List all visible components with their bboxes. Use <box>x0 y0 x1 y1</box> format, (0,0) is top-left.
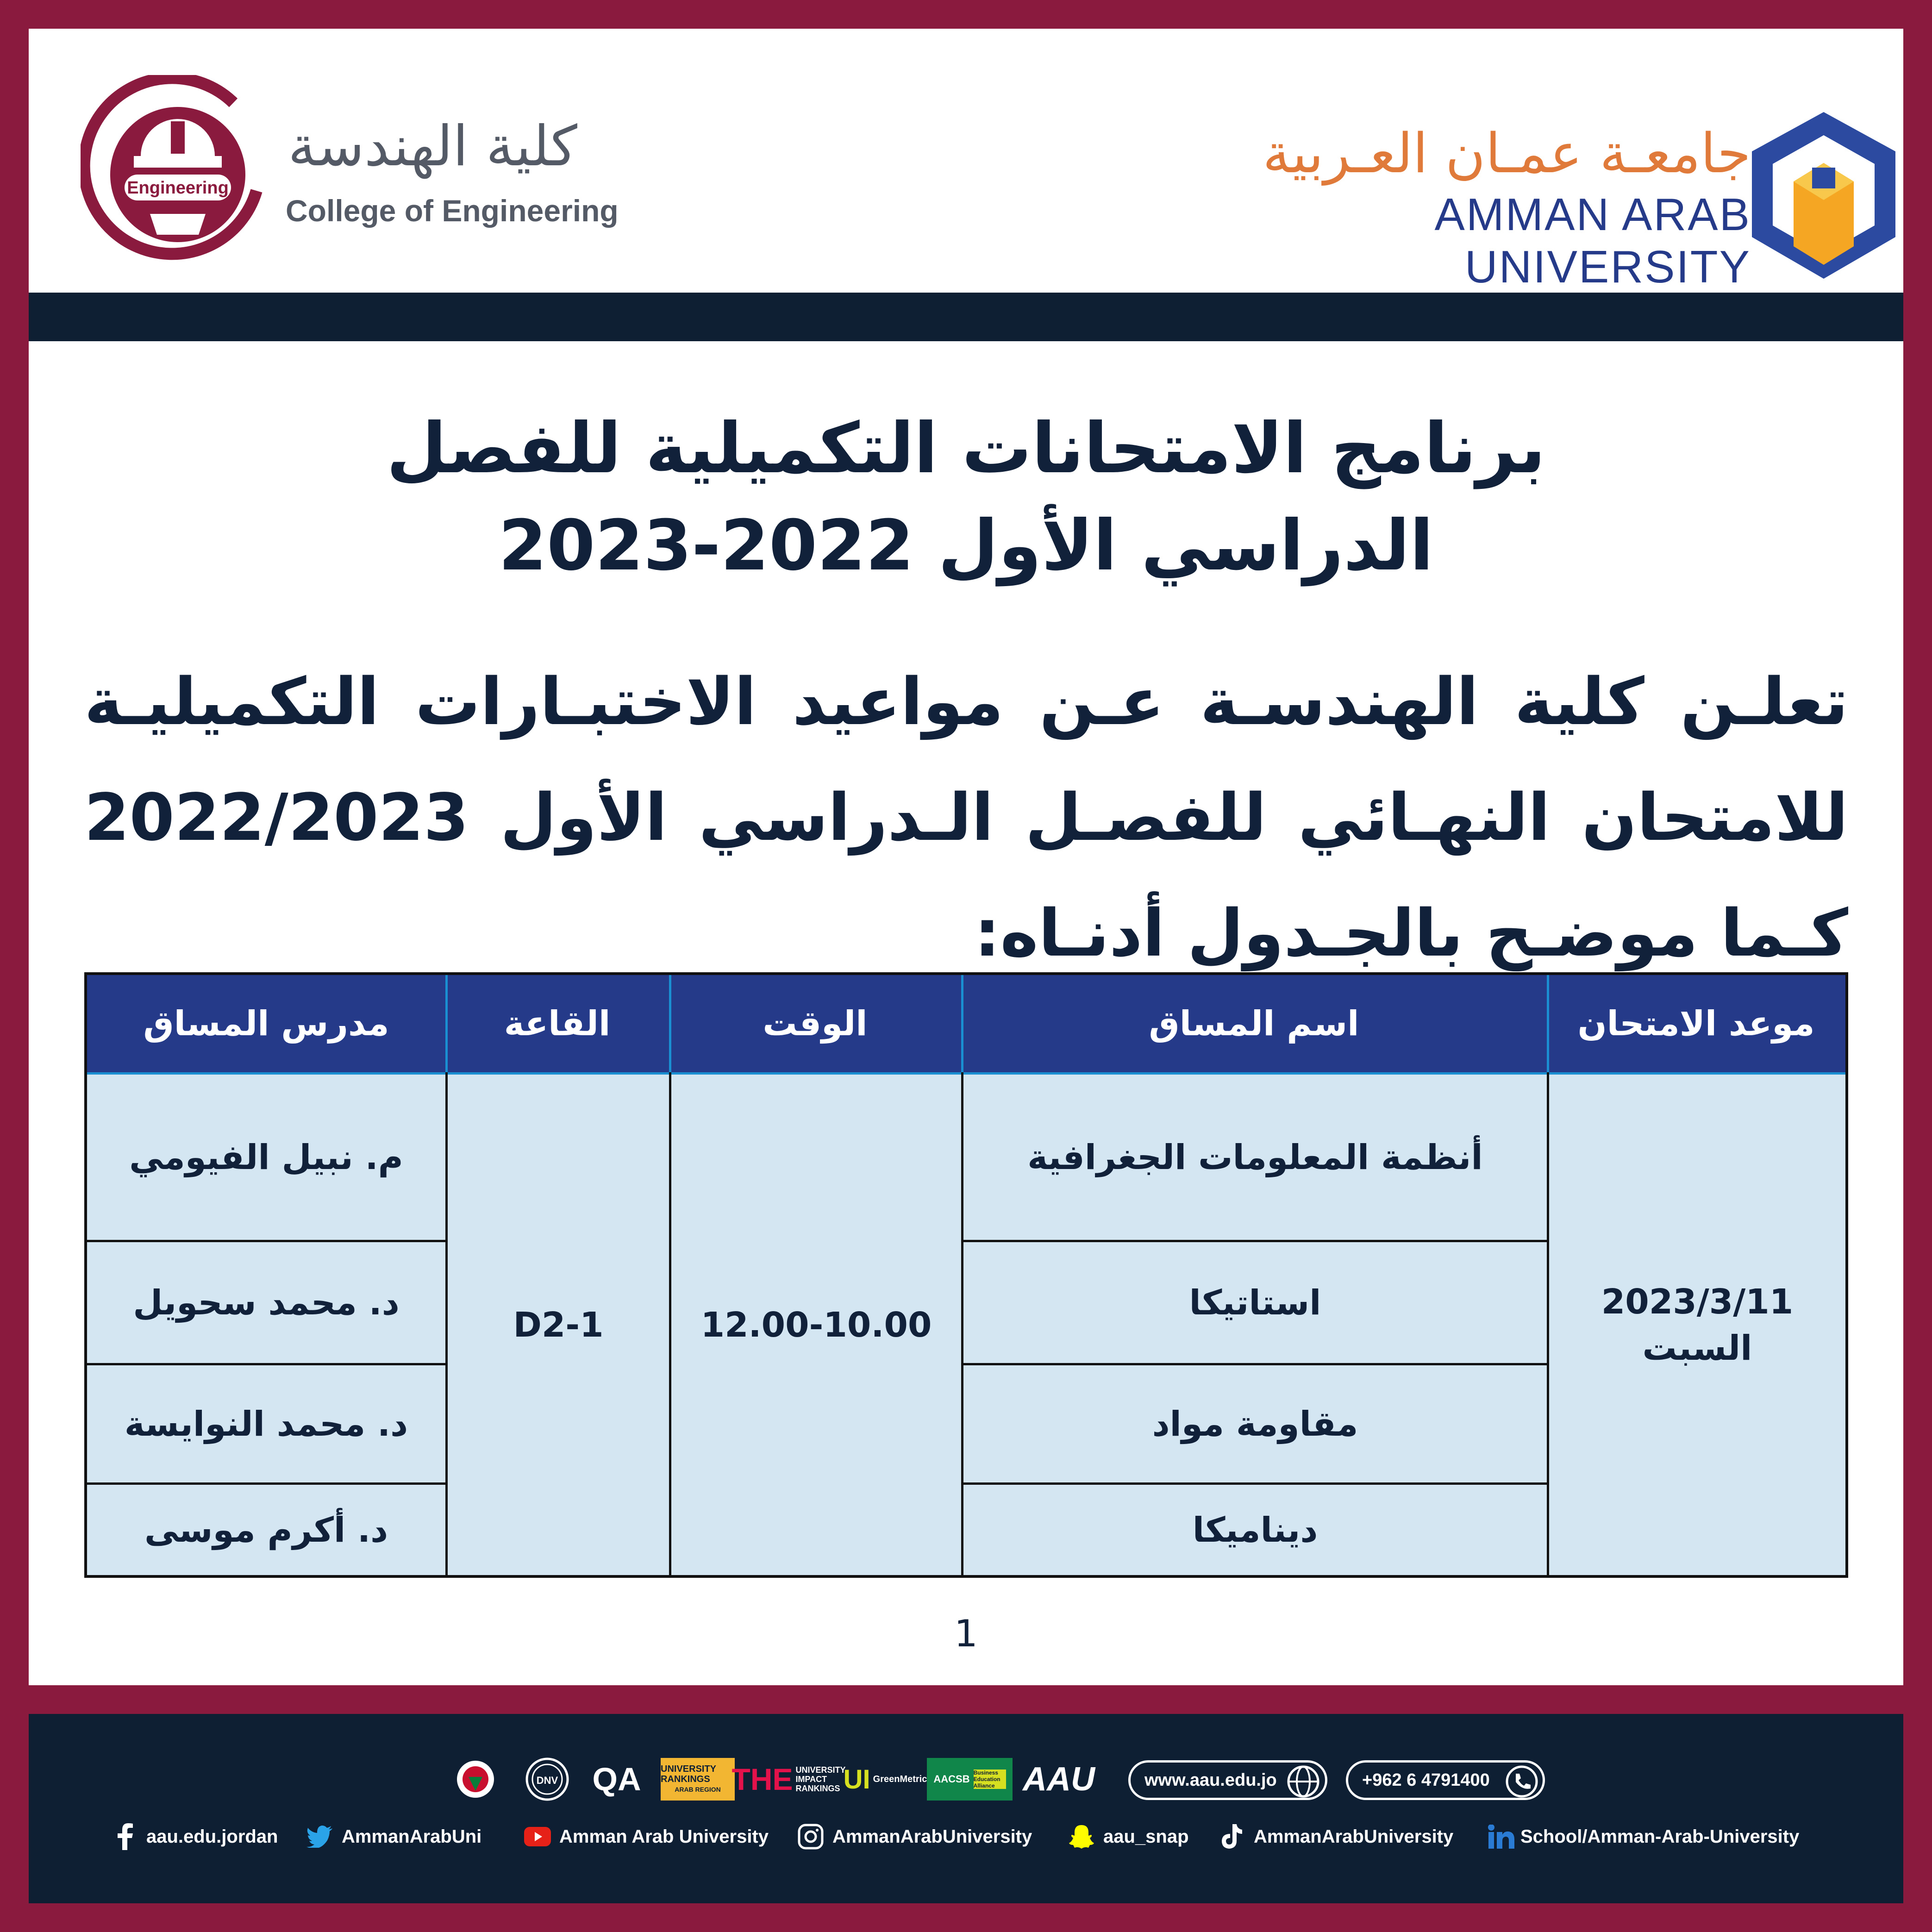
university-name-english: AMMAN ARAB UNIVERSITY <box>1434 189 1751 292</box>
date-cell <box>1549 1075 1845 1575</box>
globe-icon <box>1285 1763 1321 1800</box>
svg-text:DNV: DNV <box>536 1775 558 1786</box>
announcement-text: تعلـن كلية الهندسـة عـن مواعيد الاختبـارات التكميليـة للامتحان النهـائي للفصـل الـدراسي الأول 2022/2023 كـما موضـح بالجـدول أدنـاه: <box>84 664 1848 971</box>
youtube-icon <box>524 1823 551 1850</box>
youtube-link[interactable]: Amman Arab University <box>524 1818 769 1855</box>
aacsb-badge: AACSB Business Education Alliance <box>927 1758 1013 1801</box>
tiktok-link[interactable]: AmmanArabUniversity <box>1219 1818 1453 1855</box>
instagram-link[interactable]: AmmanArabUniversity <box>797 1818 1032 1855</box>
instructor-cell: د. محمد النوايسة <box>124 1404 408 1444</box>
facebook-link[interactable]: aau.edu.jordan <box>111 1818 278 1855</box>
instructor-cell: م. نبيل الفيومي <box>129 1137 403 1177</box>
aau-badge: AAU <box>1023 1761 1095 1798</box>
header-divider <box>669 975 671 1072</box>
header-date: موعد الامتحان <box>1547 975 1845 1072</box>
header-divider-band <box>29 293 1903 341</box>
website-link[interactable]: www.aau.edu.jo <box>1128 1760 1327 1800</box>
header-instructor: مدرس المساق <box>87 975 445 1072</box>
the-impact-rankings-badge: THE UNIVERSITY IMPACT RANKINGS <box>732 1762 846 1796</box>
twitter-link[interactable]: AmmanArabUni <box>306 1818 481 1855</box>
course-cell: استاتيكا <box>1189 1282 1321 1323</box>
qs-rankings-badge: UNIVERSITY RANKINGS ARAB REGION <box>661 1758 735 1801</box>
facebook-icon <box>111 1823 138 1850</box>
exam-schedule-table <box>84 972 1848 1578</box>
page-title-line-2: الدراسي الأول 2022-2023 <box>498 506 1434 586</box>
svg-text:Engineering: Engineering <box>127 178 229 198</box>
instructor-cell: د. محمد سحويل <box>133 1282 400 1323</box>
header-divider <box>1547 975 1549 1072</box>
header-time: الوقت <box>669 975 961 1072</box>
header-divider <box>961 975 963 1072</box>
phone-link[interactable]: +962 6 4791400 <box>1346 1760 1545 1800</box>
time-cell: 12.00-10.00 <box>700 1305 932 1345</box>
page-title-line-1: برنامج الامتحانات التكميلية للفصل <box>386 408 1546 489</box>
college-name-arabic: كلية الهندسة <box>288 114 577 179</box>
university-logo <box>1747 107 1900 283</box>
university-name-arabic: جامعـة عمـان العـربية <box>1263 121 1751 185</box>
footer <box>29 1714 1903 1903</box>
page-number: 1 <box>954 1612 978 1655</box>
linkedin-icon <box>1487 1823 1515 1850</box>
course-cell: مقاومة مواد <box>1152 1404 1358 1444</box>
college-name-english: College of Engineering <box>286 194 619 228</box>
tiktok-icon <box>1219 1823 1245 1850</box>
course-cell: ديناميكا <box>1192 1510 1318 1550</box>
ui-greenmetric-badge: UI GreenMetric <box>843 1764 927 1794</box>
college-engineering-logo <box>81 75 275 269</box>
snapchat-icon <box>1068 1823 1095 1850</box>
header-course: اسم المساق <box>961 975 1547 1072</box>
course-cell: أنظمة المعلومات الجغرافية <box>1027 1137 1483 1177</box>
header-divider <box>445 975 448 1072</box>
qa-badge <box>584 1758 649 1801</box>
jordan-quality-badge-icon <box>455 1758 496 1801</box>
exam-date: 2023/3/11 <box>1601 1282 1794 1322</box>
room-cell: D2-1 <box>513 1305 604 1345</box>
header-room: القاعة <box>445 975 669 1072</box>
linkedin-link[interactable]: School/Amman-Arab-University <box>1487 1818 1799 1855</box>
twitter-icon <box>306 1823 333 1850</box>
phone-icon <box>1504 1763 1540 1800</box>
dnv-badge <box>524 1758 570 1801</box>
qa-label: QA <box>592 1761 641 1797</box>
content-panel <box>29 29 1903 1685</box>
snapchat-link[interactable]: aau_snap <box>1068 1818 1189 1855</box>
exam-day: السبت <box>1642 1328 1752 1368</box>
instagram-icon <box>797 1823 824 1850</box>
instructor-cell: د. أكرم موسى <box>144 1510 388 1550</box>
